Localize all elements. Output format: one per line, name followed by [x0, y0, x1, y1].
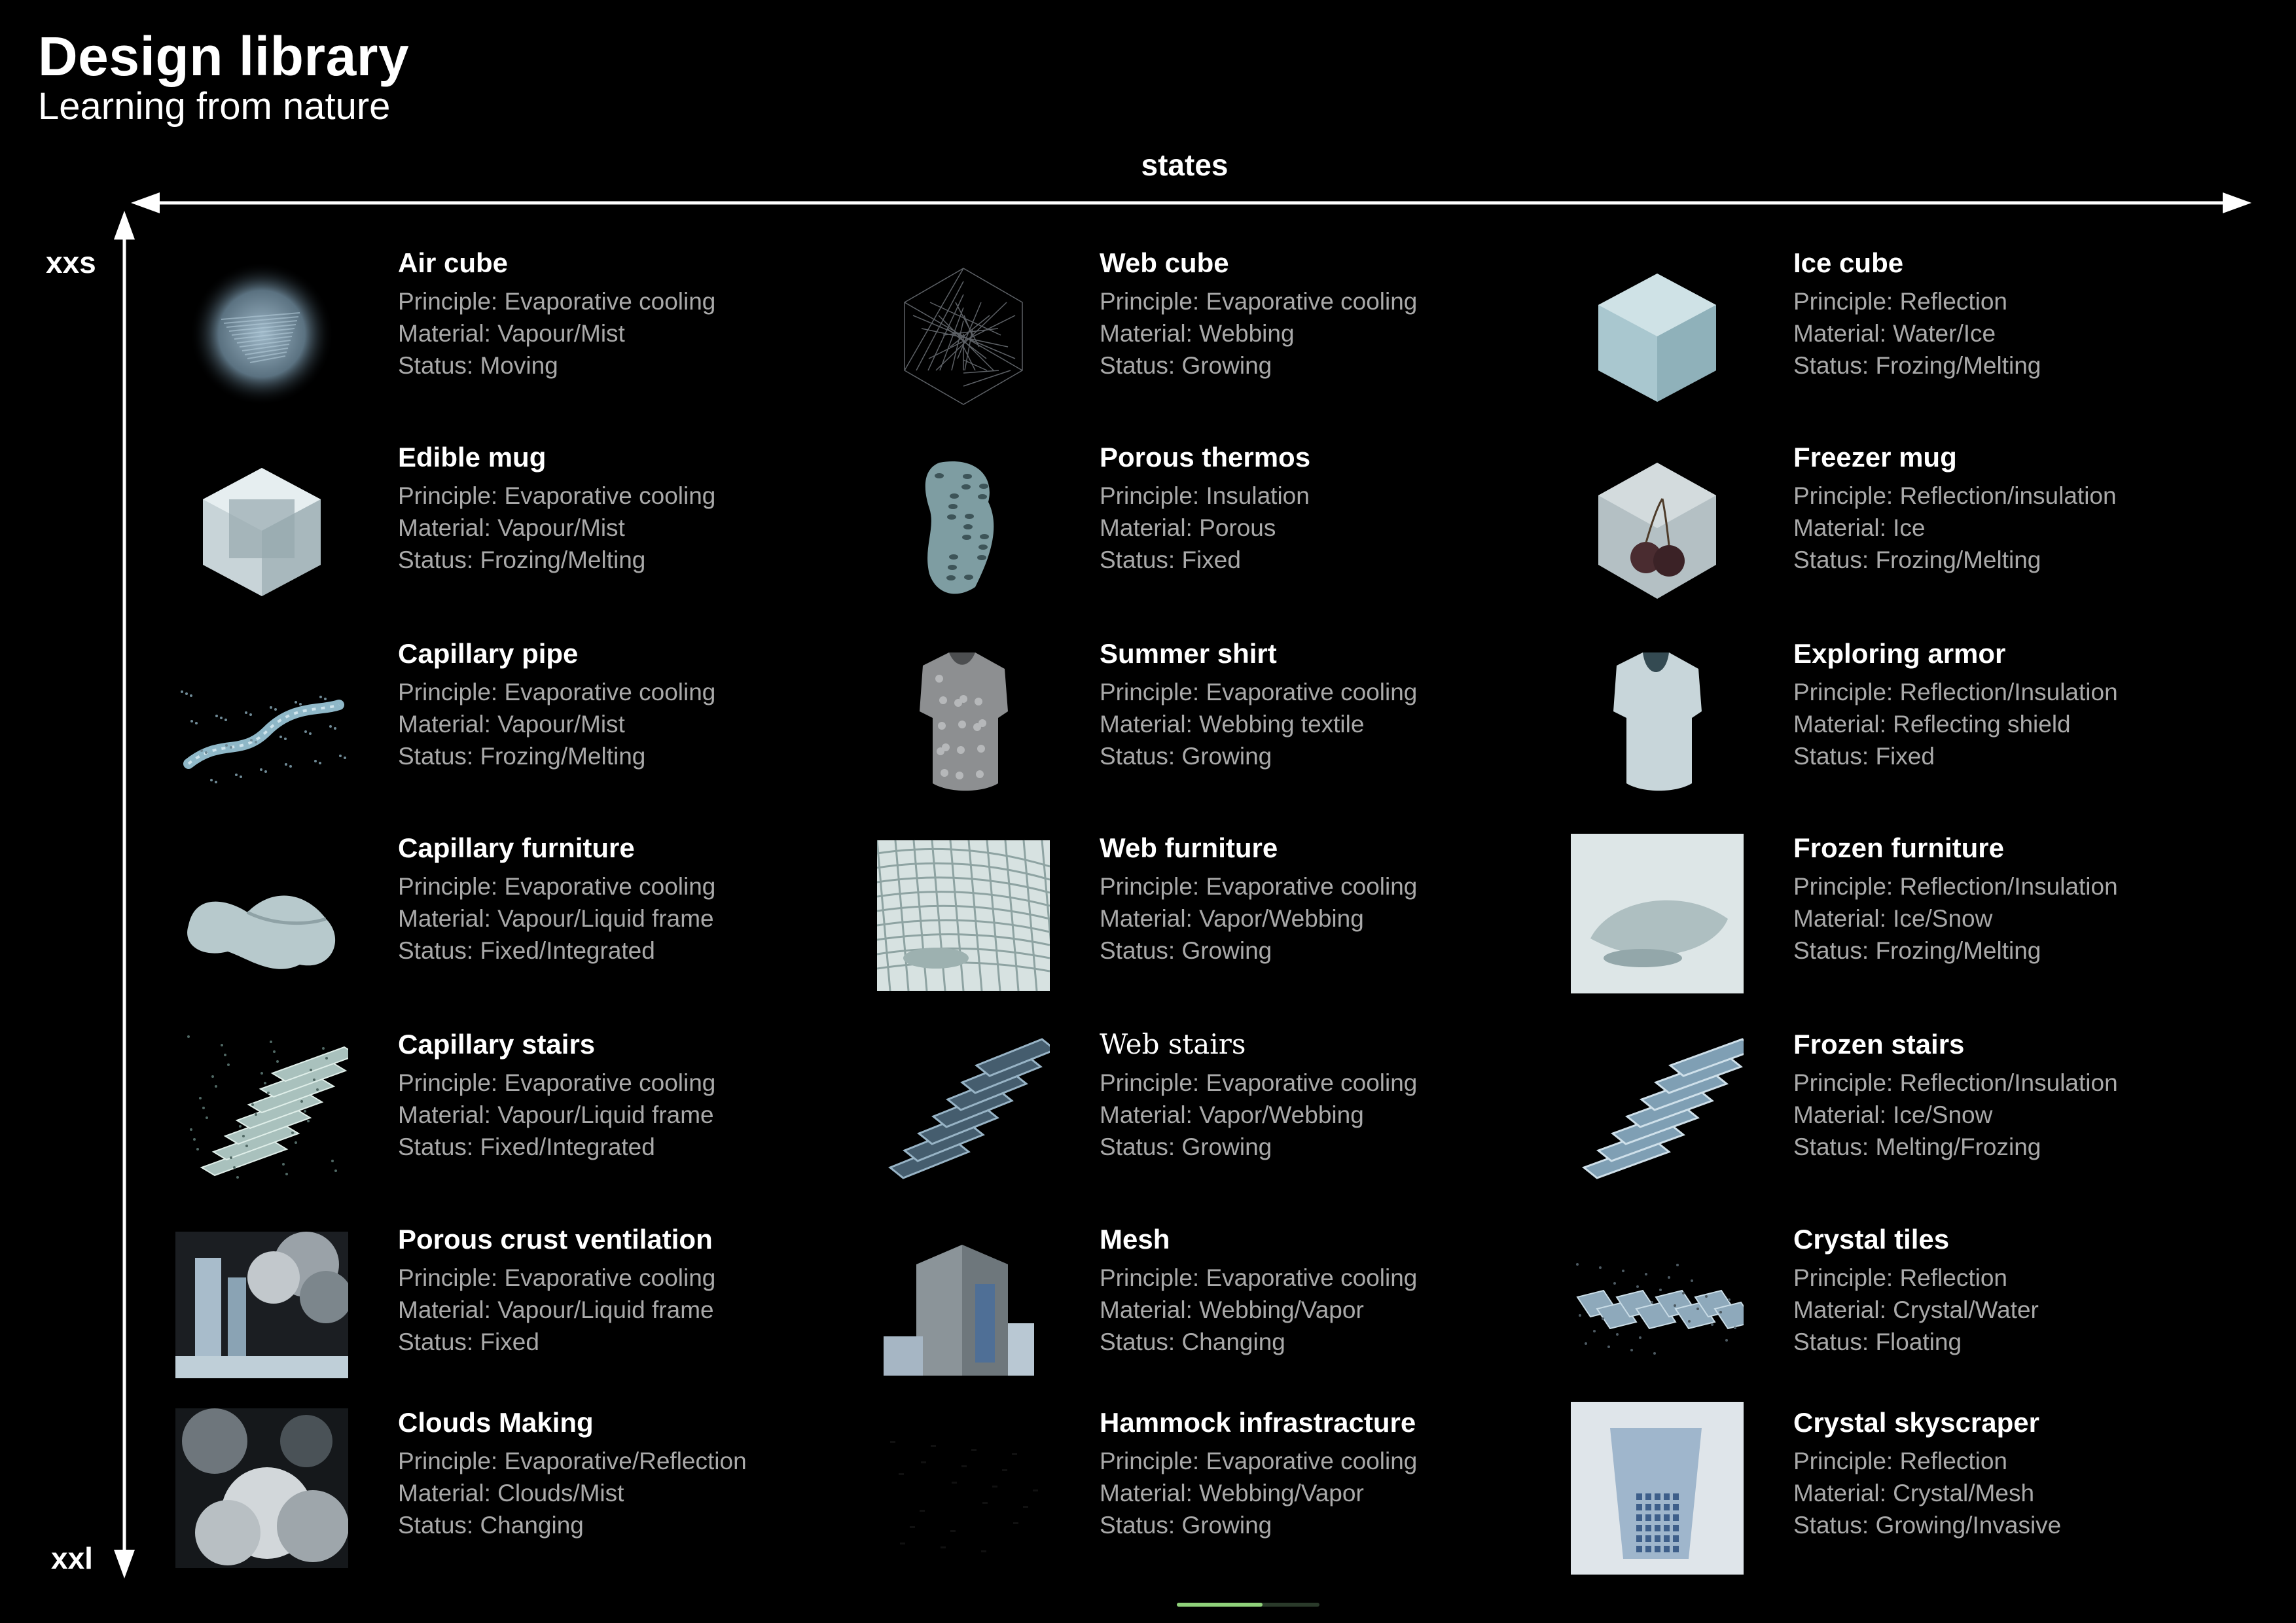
stairs-icon: [175, 1024, 348, 1196]
cherry-ice-icon: [1571, 437, 1744, 609]
item-title: Porous thermos: [1100, 442, 1311, 473]
library-item: [175, 1224, 882, 1407]
item-title: Frozen furniture: [1793, 832, 2004, 863]
item-status: Status: Growing: [1100, 743, 1272, 770]
item-title: Capillary pipe: [398, 638, 579, 669]
item-status: Status: Changing: [398, 1512, 584, 1539]
item-status: Status: Melting/Frozing: [1793, 1133, 2041, 1161]
item-principle: Principle: Reflection: [1793, 288, 2007, 315]
size-axis-arrow: [105, 211, 144, 1578]
web-stairs-icon: [877, 1024, 1050, 1196]
item-principle: Principle: Evaporative cooling: [398, 1264, 716, 1292]
item-details: [1793, 832, 2278, 967]
item-status: Status: Fixed: [1100, 546, 1241, 574]
item-details: [1100, 1407, 1584, 1541]
item-details: [1793, 247, 2278, 382]
library-item: [175, 1407, 882, 1590]
item-material: Material: Vapour/Mist: [398, 514, 625, 542]
item-status: Status: Frozing/Melting: [1793, 546, 2041, 574]
library-item: [877, 638, 1584, 821]
item-material: Material: Webbing textile: [1100, 711, 1365, 738]
item-status: Status: Fixed: [1793, 743, 1935, 770]
item-principle: Principle: Evaporative/Reflection: [398, 1448, 747, 1475]
item-material: Material: Vapor/Webbing: [1100, 1101, 1364, 1129]
library-item: [877, 1407, 1584, 1590]
furniture-blob-icon: [175, 827, 348, 1000]
item-title: Capillary stairs: [398, 1029, 596, 1060]
item-title: Ice cube: [1793, 247, 1904, 278]
library-item: [1571, 1029, 2278, 1212]
item-status: Status: Fixed/Integrated: [398, 1133, 655, 1161]
item-material: Material: Ice/Snow: [1793, 905, 1993, 933]
crystal-tiles-icon: [1571, 1219, 1744, 1391]
library-item: [1571, 247, 2278, 431]
clouds-icon: [175, 1402, 348, 1575]
item-material: Material: Webbing: [1100, 320, 1295, 348]
item-details: [1100, 1224, 1584, 1358]
item-details: [1100, 442, 1584, 576]
item-status: Status: Frozing/Melting: [1793, 352, 2041, 380]
axis-label-xxs: xxs: [46, 245, 96, 279]
item-material: Material: Vapor/Webbing: [1100, 905, 1364, 933]
item-status: Status: Changing: [1100, 1329, 1285, 1356]
item-status: Status: Moving: [398, 352, 558, 380]
ice-cube-icon: [1571, 242, 1744, 415]
item-material: Material: Crystal/Mesh: [1793, 1480, 2035, 1507]
item-material: Material: Ice: [1793, 514, 1926, 542]
item-material: Material: Ice/Snow: [1793, 1101, 1993, 1129]
item-principle: Principle: Evaporative cooling: [398, 288, 716, 315]
hammock-icon: [877, 1402, 1050, 1575]
item-title: Freezer mug: [1793, 442, 1957, 473]
armor-shirt-icon: [1571, 633, 1744, 806]
item-material: Material: Crystal/Water: [1793, 1296, 2039, 1324]
item-principle: Principle: Evaporative cooling: [1100, 288, 1418, 315]
axis-label-xxl: xxl: [51, 1541, 93, 1575]
library-item: [877, 247, 1584, 431]
library-item: [175, 638, 882, 821]
item-title: Air cube: [398, 247, 509, 278]
item-details: [1100, 247, 1584, 382]
web-cube-icon: [877, 242, 1050, 415]
item-status: Status: Fixed: [398, 1329, 539, 1356]
item-details: [398, 1029, 882, 1163]
library-item: [175, 1029, 882, 1212]
item-details: [1793, 1224, 2278, 1358]
mist-cube-icon: [175, 247, 348, 420]
item-principle: Principle: Evaporative cooling: [398, 1069, 716, 1097]
library-item: [175, 247, 882, 431]
library-item: [1571, 442, 2278, 625]
item-title: Crystal tiles: [1793, 1224, 1950, 1255]
item-material: Material: Vapour/Liquid frame: [398, 905, 714, 933]
item-title: Mesh: [1100, 1224, 1170, 1255]
item-principle: Principle: Reflection: [1793, 1264, 2007, 1292]
item-status: Status: Growing: [1100, 352, 1272, 380]
item-status: Status: Growing/Invasive: [1793, 1512, 2062, 1539]
item-material: Material: Water/Ice: [1793, 320, 1996, 348]
shirt-icon: [877, 633, 1050, 806]
item-material: Material: Reflecting shield: [1793, 711, 2071, 738]
item-principle: Principle: Insulation: [1100, 482, 1310, 510]
item-title: Clouds Making: [398, 1407, 594, 1438]
item-details: [1100, 638, 1584, 772]
item-title: Summer shirt: [1100, 638, 1277, 669]
porous-thermos-icon: [877, 437, 1050, 609]
item-material: Material: Clouds/Mist: [398, 1480, 624, 1507]
item-material: Material: Vapour/Liquid frame: [398, 1101, 714, 1129]
web-furniture-icon: [877, 827, 1050, 1000]
item-principle: Principle: Evaporative cooling: [1100, 1069, 1418, 1097]
item-status: Status: Frozing/Melting: [398, 546, 646, 574]
item-material: Material: Vapour/Mist: [398, 711, 625, 738]
library-item: [1571, 1224, 2278, 1407]
library-item: [175, 832, 882, 1016]
page-subtitle: Learning from nature: [38, 85, 391, 128]
item-status: Status: Fixed/Integrated: [398, 937, 655, 965]
item-title: Edible mug: [398, 442, 547, 473]
item-principle: Principle: Evaporative cooling: [398, 873, 716, 901]
item-material: Material: Webbing/Vapor: [1100, 1480, 1364, 1507]
item-principle: Principle: Evaporative cooling: [398, 679, 716, 706]
item-status: Status: Growing: [1100, 937, 1272, 965]
item-principle: Principle: Evaporative cooling: [1100, 1264, 1418, 1292]
item-status: Status: Frozing/Melting: [398, 743, 646, 770]
item-details: [398, 442, 882, 576]
item-status: Status: Floating: [1793, 1329, 1962, 1356]
item-principle: Principle: Reflection: [1793, 1448, 2007, 1475]
axis-label-states: states: [1141, 148, 1229, 182]
item-details: [1793, 1029, 2278, 1163]
mesh-building-icon: [877, 1219, 1050, 1391]
item-title: Porous crust ventilation: [398, 1224, 713, 1255]
item-principle: Principle: Reflection/insulation: [1793, 482, 2117, 510]
item-material: Material: Webbing/Vapor: [1100, 1296, 1364, 1324]
library-item: [1571, 832, 2278, 1016]
item-details: [1793, 1407, 2278, 1541]
capillary-pipe-icon: [175, 633, 348, 806]
item-principle: Principle: Evaporative cooling: [1100, 679, 1418, 706]
page-title: Design library: [38, 26, 410, 87]
item-title: Crystal skyscraper: [1793, 1407, 2039, 1438]
item-title: Frozen stairs: [1793, 1029, 1965, 1060]
item-details: [398, 247, 882, 382]
item-principle: Principle: Reflection/Insulation: [1793, 873, 2118, 901]
item-principle: Principle: Evaporative cooling: [1100, 1448, 1418, 1475]
page-progress-bar: [1177, 1603, 1319, 1607]
item-principle: Principle: Evaporative cooling: [1100, 873, 1418, 901]
item-material: Material: Porous: [1100, 514, 1276, 542]
library-item: [877, 1029, 1584, 1212]
item-principle: Principle: Reflection/Insulation: [1793, 1069, 2118, 1097]
item-details: [398, 832, 882, 967]
item-details: [1100, 1029, 1584, 1163]
item-title: Capillary furniture: [398, 832, 635, 863]
page-progress-fill: [1177, 1603, 1263, 1607]
towers-clouds-icon: [175, 1219, 348, 1391]
item-details: [398, 1224, 882, 1358]
states-axis-arrow: [131, 183, 2251, 223]
crystal-skyscraper-icon: [1571, 1402, 1744, 1575]
item-title: Exploring armor: [1793, 638, 2006, 669]
library-item: [1571, 1407, 2278, 1590]
item-principle: Principle: Evaporative cooling: [398, 482, 716, 510]
item-material: Material: Vapour/Liquid frame: [398, 1296, 714, 1324]
item-details: [1793, 638, 2278, 772]
library-item: [877, 442, 1584, 625]
item-title: Hammock infrastracture: [1100, 1407, 1416, 1438]
frozen-stairs-icon: [1571, 1024, 1744, 1196]
translucent-mug-icon: [175, 437, 348, 609]
library-item: [877, 1224, 1584, 1407]
item-status: Status: Frozing/Melting: [1793, 937, 2041, 965]
library-item: [175, 442, 882, 625]
frozen-furniture-icon: [1571, 827, 1744, 1000]
item-title: Web cube: [1100, 247, 1229, 278]
item-status: Status: Growing: [1100, 1133, 1272, 1161]
item-material: Material: Vapour/Mist: [398, 320, 625, 348]
item-details: [1793, 442, 2278, 576]
item-details: [398, 638, 882, 772]
library-item: [877, 832, 1584, 1016]
item-title: Web stairs: [1100, 1028, 1246, 1060]
item-status: Status: Growing: [1100, 1512, 1272, 1539]
item-title: Web furniture: [1100, 832, 1278, 863]
item-principle: Principle: Reflection/Insulation: [1793, 679, 2118, 706]
item-details: [398, 1407, 882, 1541]
item-details: [1100, 832, 1584, 967]
library-item: [1571, 638, 2278, 821]
